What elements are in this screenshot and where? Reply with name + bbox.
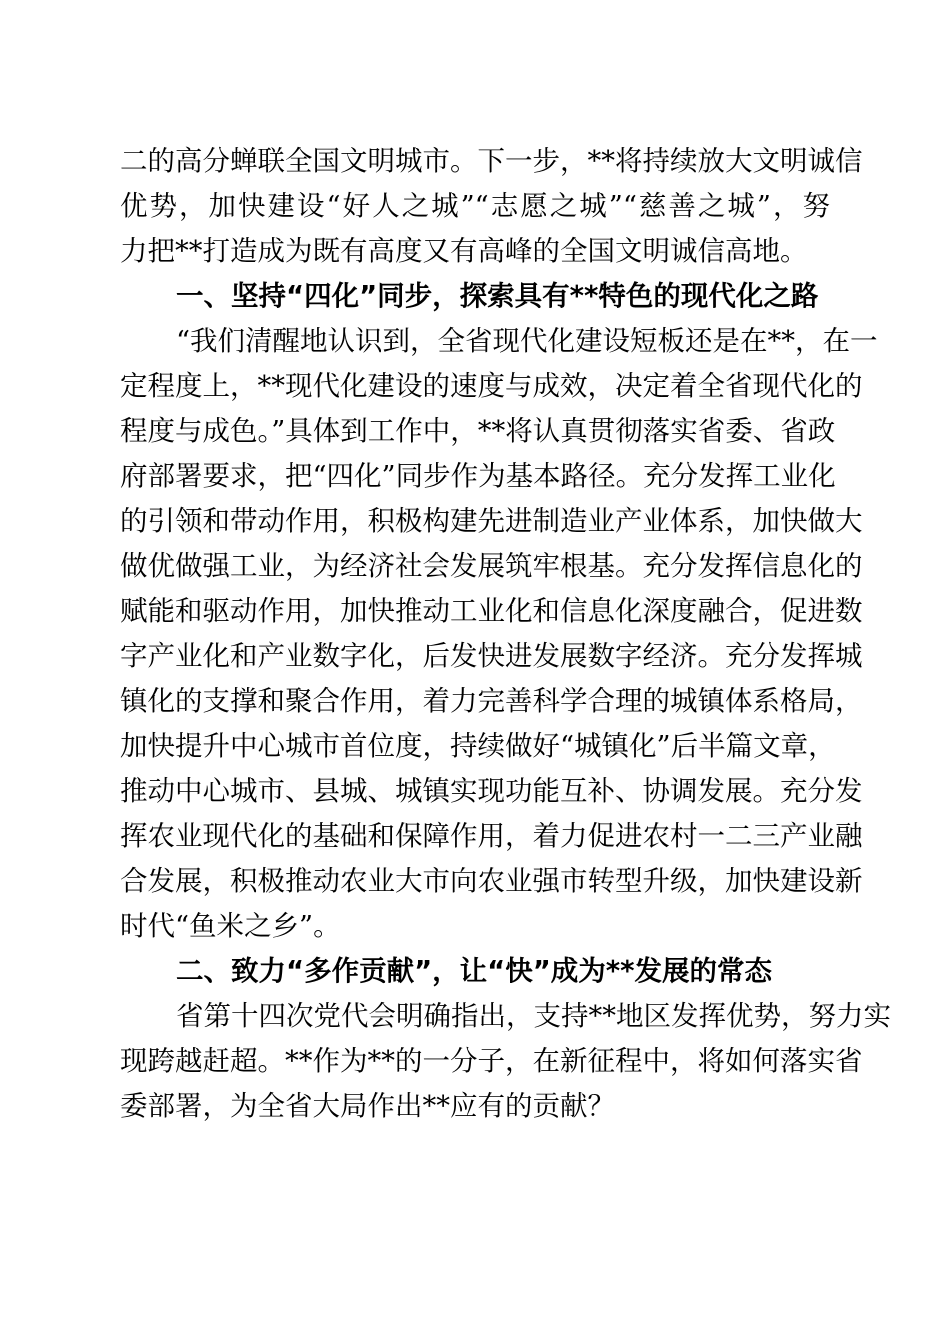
text-line: “我们清醒地认识到，全省现代化建设短板还是在**，在一 xyxy=(176,325,878,357)
text-line: 赋能和驱动作用，加快推动工业化和信息化深度融合，促进数 xyxy=(120,595,863,627)
text-line: 做优做强工业，为经济社会发展筑牢根基。充分发挥信息化的 xyxy=(120,550,863,582)
paragraph xyxy=(120,319,878,949)
text-line: 字产业化和产业数字化，后发快进发展数字经济。充分发挥城 xyxy=(120,640,863,672)
text-line: 时代“鱼米之乡”。 xyxy=(120,910,341,942)
paragraph xyxy=(120,994,891,1129)
text-line: 现跨越赶超。**作为**的一分子，在新征程中，将如何落实省 xyxy=(120,1045,863,1077)
text-line: 加快提升中心城市首位度，持续做好“城镇化”后半篇文章， xyxy=(120,730,836,762)
document-page xyxy=(120,139,891,1129)
text-line: 程度与成色。”具体到工作中，**将认真贯彻落实省委、省政 xyxy=(120,415,836,447)
text-line: 定程度上，**现代化建设的速度与成效，决定着全省现代化的 xyxy=(120,370,863,402)
text-line: 镇化的支撑和聚合作用，着力完善科学合理的城镇体系格局， xyxy=(120,685,863,717)
text-line: 的引领和带动作用，积极构建先进制造业产业体系，加快做大 xyxy=(120,505,863,537)
text-line: 推动中心城市、县城、城镇实现功能互补、协调发展。充分发 xyxy=(120,775,863,807)
paragraph xyxy=(120,139,863,274)
text-line: 省第十四次党代会明确指出，支持**地区发挥优势，努力实 xyxy=(176,1000,891,1032)
text-line: 合发展，积极推动农业大市向农业强市转型升级，加快建设新 xyxy=(120,865,863,897)
section-heading-1: 一、坚持“四化”同步，探索具有**特色的现代化之路 xyxy=(176,280,819,312)
text-line: 优势，加快建设“好人之城”“志愿之城”“慈善之城”，努 xyxy=(120,190,830,222)
text-line: 力把**打造成为既有高度又有高峰的全国文明诚信高地。 xyxy=(120,235,808,267)
section-heading-2: 二、致力“多作贡献”，让“快”成为**发展的常态 xyxy=(176,955,773,987)
text-line: 挥农业现代化的基础和保障作用，着力促进农村一二三产业融 xyxy=(120,820,863,852)
text-line: 二的高分蝉联全国文明城市。下一步，**将持续放大文明诚信 xyxy=(120,145,863,177)
text-line: 委部署，为全省大局作出**应有的贡献？ xyxy=(120,1090,615,1122)
text-line: 府部署要求，把“四化”同步作为基本路径。充分发挥工业化 xyxy=(120,460,836,492)
